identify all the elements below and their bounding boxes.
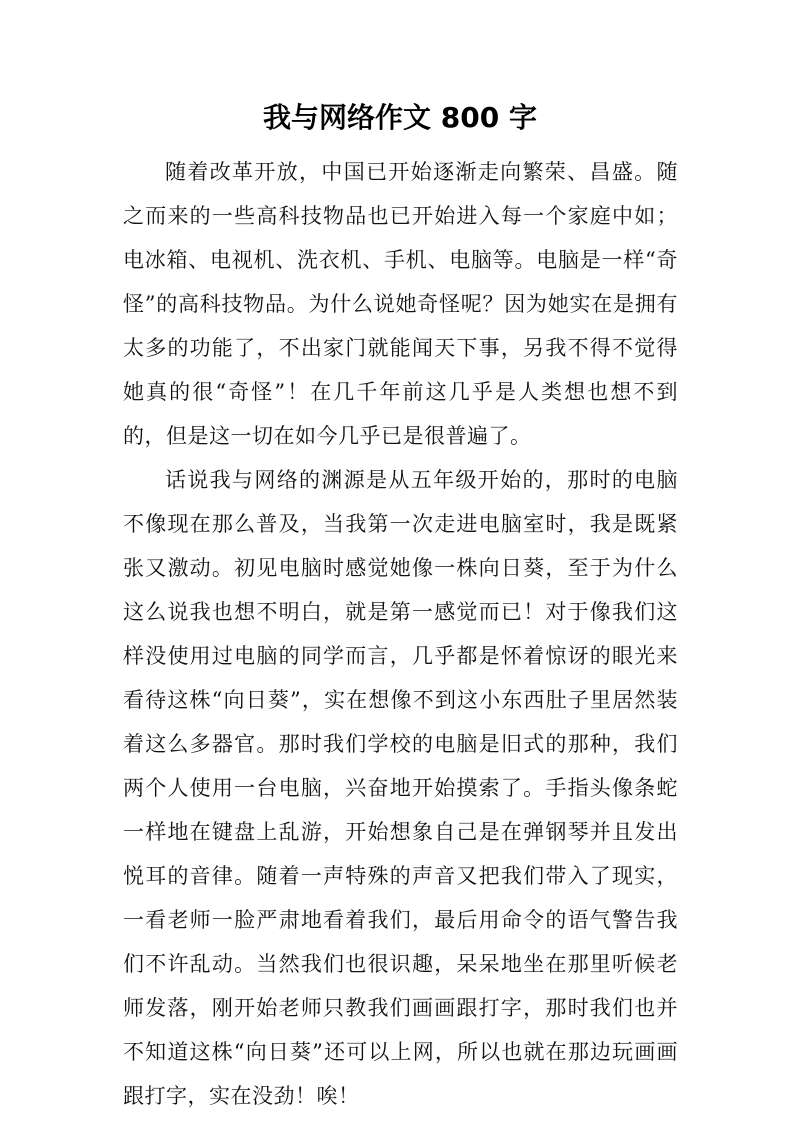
document-title: 我与网络作文 800 字	[263, 101, 537, 134]
paragraph-intro: 随着改革开放，中国已开始逐渐走向繁荣、昌盛。随之而来的一些高科技物品也已开始进入每一个家庭中如；电冰箱、电视机、洗衣机、手机、电脑等。电脑是一样“奇怪”的高科技物品。为什么说她奇怪呢？因为她实在是拥有太多的功能了，不出家门就能闻天下事，另我不得不觉得她真的很“奇怪”！在几千年前这几乎是人类想也想不到的，但是这一切在如今几乎已是很普遍了。	[123, 160, 678, 448]
paragraph-story: 话说我与网络的渊源是从五年级开始的，那时的电脑不像现在那么普及，当我第一次走进电脑室时，我是既紧张又激动。初见电脑时感觉她像一株向日葵，至于为什么这么说我也想不明白，就是第一感觉而已！对于像我们这样没使用过电脑的同学而言，几乎都是怀着惊讶的眼光来看待这株“向日葵”，实在想像不到这小东西肚子里居然装着这么多器官。那时我们学校的电脑是旧式的那种，我们两个人使用一台电脑，兴奋地开始摸索了。手指头像条蛇一样地在键盘上乱游，开始想象自己是在弹钢琴并且发出悦耳的音律。随着一声特殊的声音又把我们带入了现实，一看老师一脸严肃地看着我们，最后用命令的语气警告我们不许乱动。当然我们也很识趣，呆呆地坐在那里听候老师发落，刚开始老师只教我们画画跟打字，那时我们也并不知道这株“向日葵”还可以上网，所以也就在那边玩画画跟打字，实在没劲！唉！	[123, 468, 678, 1108]
document-body	[123, 150, 678, 1118]
